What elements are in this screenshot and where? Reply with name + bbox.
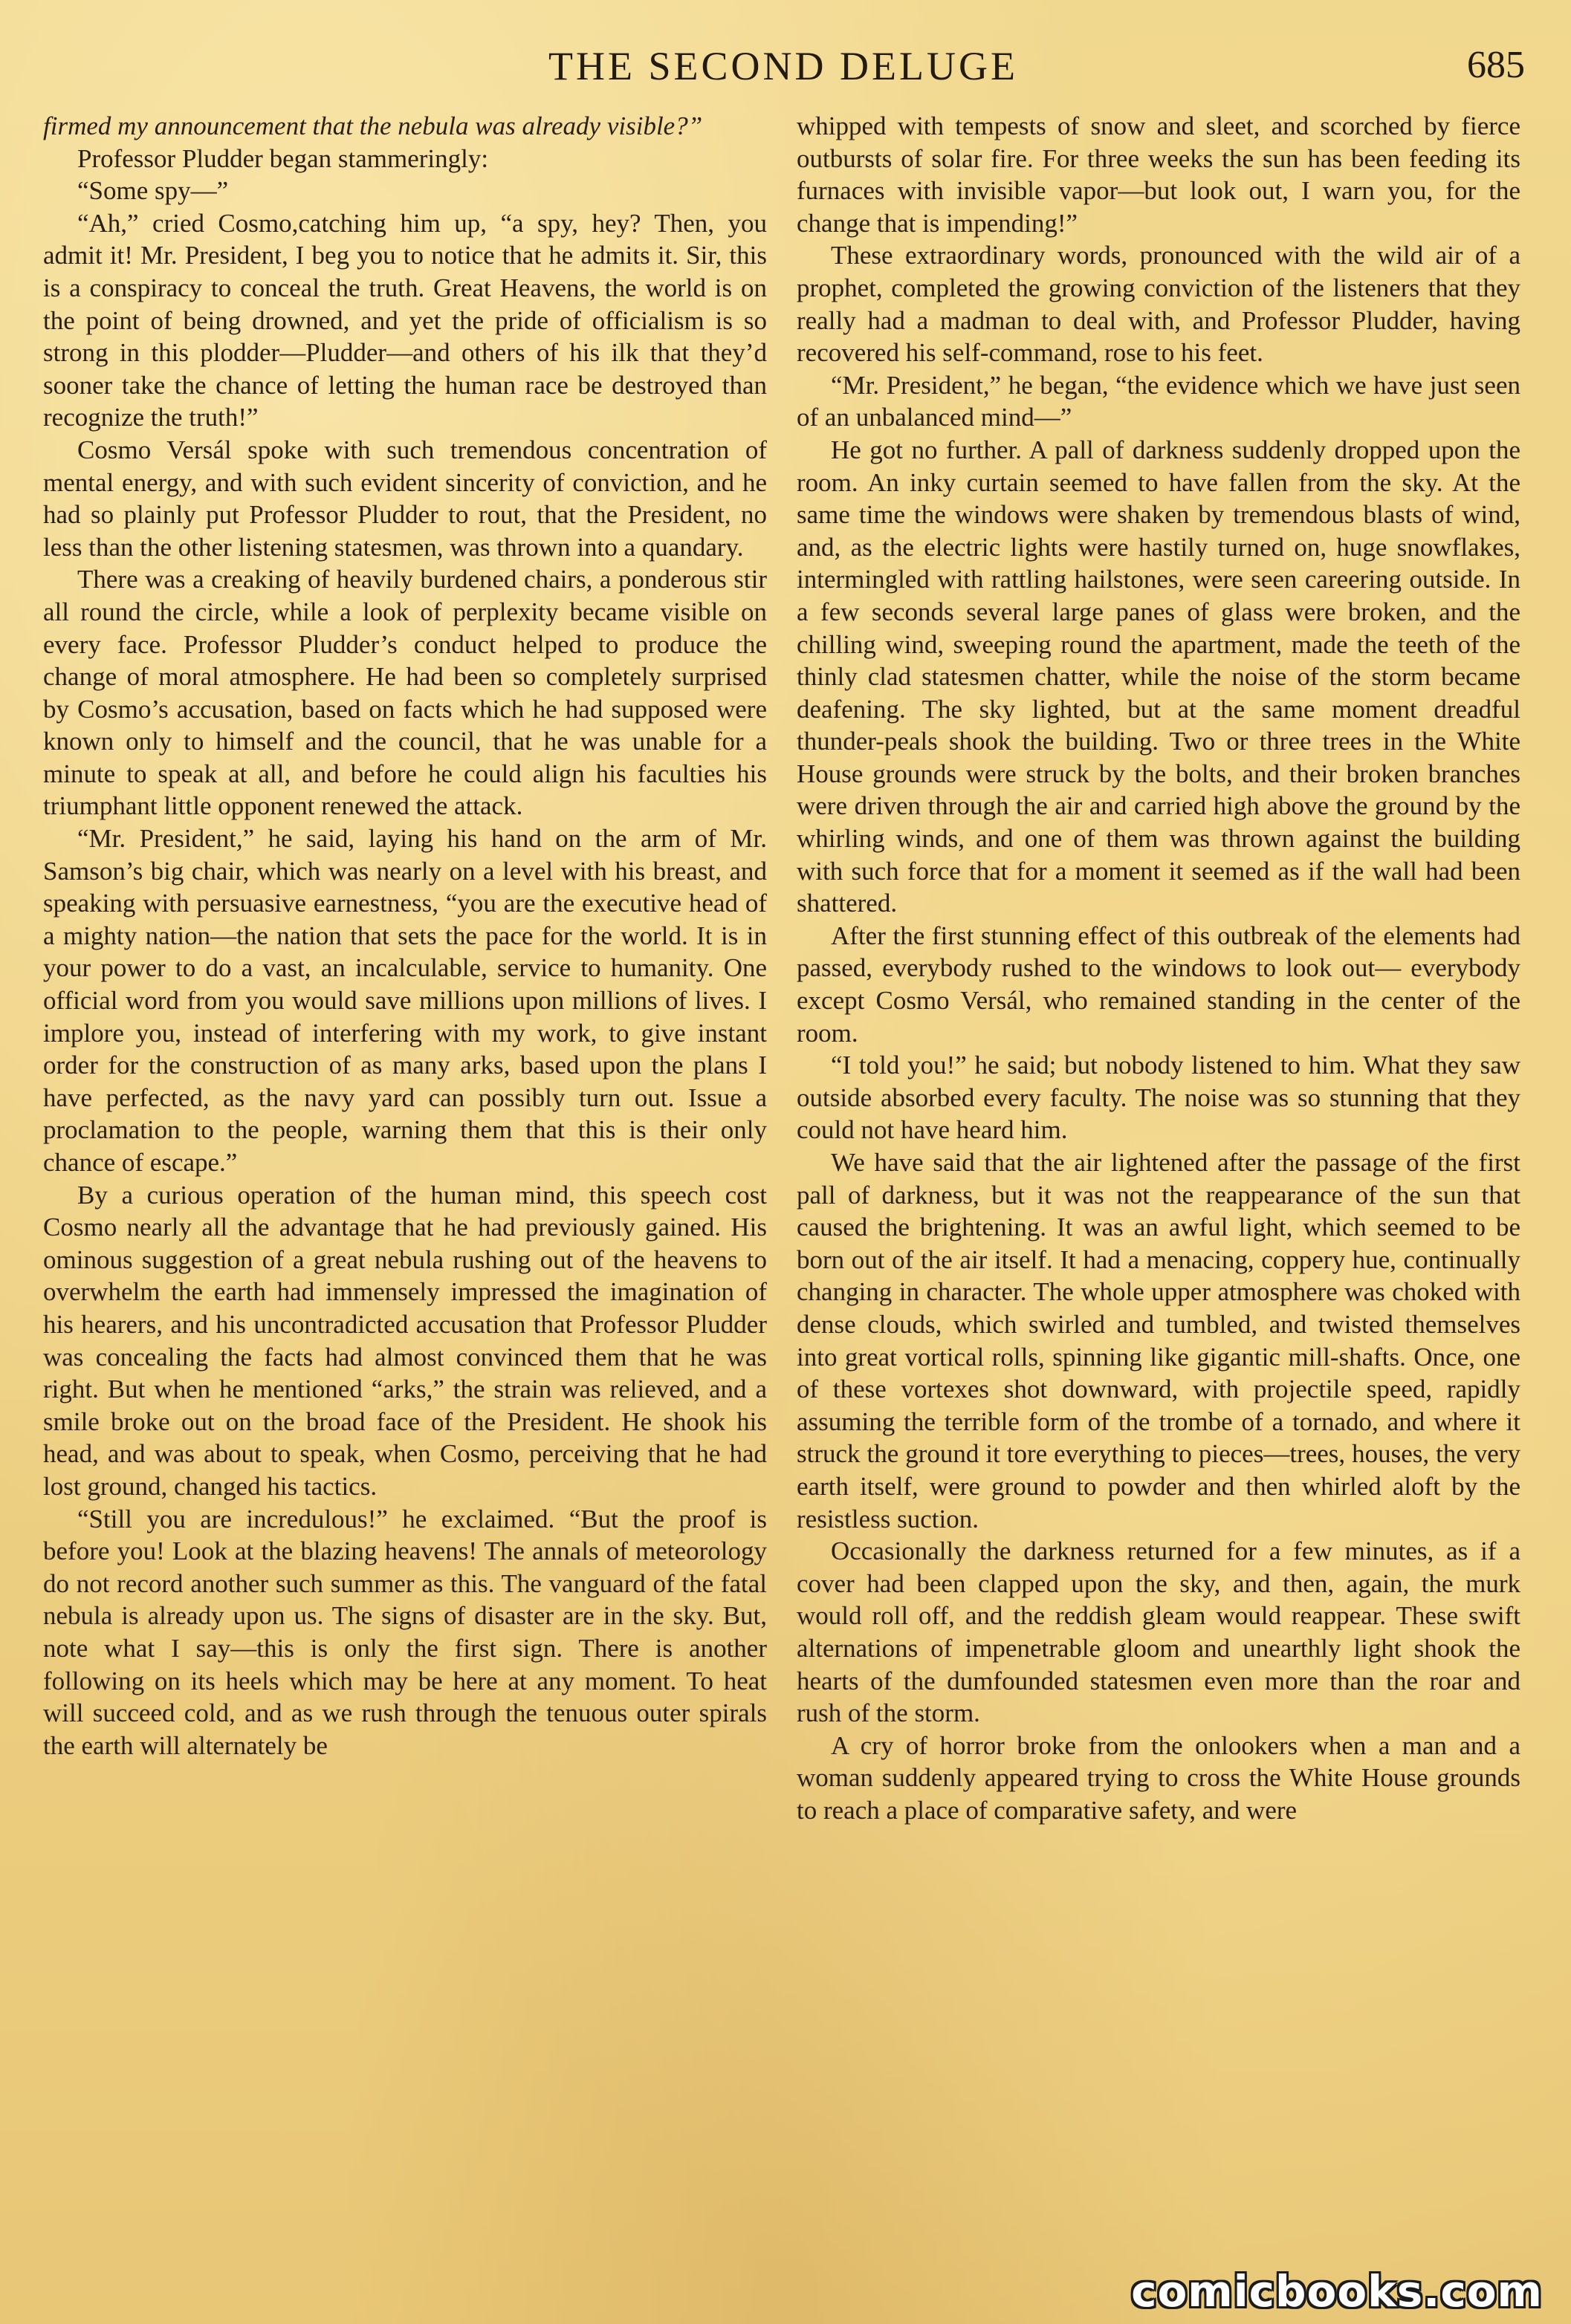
paragraph: These extraordinary words, pronounced with the wild air of a prophet, completed the growing conviction of the listeners that they really had a madman to deal with, and Professor Pludder, having recovered his self-command, rose to his feet. bbox=[797, 241, 1520, 368]
running-title: THE SECOND DELUGE bbox=[548, 44, 1018, 88]
right-text-column bbox=[797, 110, 1520, 2302]
paragraph: He got no further. A pall of darkness suddenly dropped upon the room. An inky curtain seemed to have fallen from the sky. At the same time the windows were shaken by tremendous blasts of wind, and, as the electric lights were hastily turned on, huge snowflakes, intermingled with rattling hailstones, were seen careering outside. In a few seconds several large panes of glass were broken, and the chilling wind, sweeping round the apartment, made the teeth of the thinly clad statesmen chatter, while the noise of the storm became deafening. The sky lighted, but at the same moment dreadful thunder-peals shook the building. Two or three trees in the White House grounds were struck by the bolts, and their broken branches were driven through the air and carried high above the ground by the whirling winds, and one of them was thrown against the building with such force that for a moment it seemed as if the wall had been shattered. bbox=[797, 435, 1520, 918]
page-number: 685 bbox=[1467, 44, 1525, 86]
paragraph: By a curious operation of the human mind, this speech cost Cosmo nearly all the advantage that he had previously gained. His ominous suggestion of a great nebula rushing out of the heavens to overwhelm the earth had immensely impressed the imagination of his hearers, and his uncontradicted accusation that Professor Pludder was concealing the facts had almost convinced them that he was right. But when he mentioned “arks,” the strain was relieved, and a smile broke out on the broad face of the President. He shook his head, and was about to speak, when Cosmo, perceiving that he had lost ground, changed his tactics. bbox=[43, 1180, 767, 1501]
paragraph: “Mr. President,” he said, laying his hand on the arm of Mr. Samson’s big chair, which was nearly on a level with his breast, and speaking with persuasive earnestness, “you are the executive head of a mighty nation—the nation that sets the pace for the world. It is in your power to do a vast, an incalculable, service to humanity. One official word from you would save millions upon millions of lives. I implore you, instead of interfering with my work, to give instant order for the construction of as many arks, based upon the plans I have perfected, as the navy yard can possibly turn out. Issue a proclamation to the people, warning them that this is their only chance of escape.” bbox=[43, 824, 767, 1177]
paragraph: “Mr. President,” he began, “the evidence which we have just seen of an unbalanced mind—” bbox=[797, 370, 1520, 432]
paragraph: “Some spy—” bbox=[77, 176, 229, 206]
paragraph: Occasionally the darkness returned for a few minutes, as if a cover had been clapped upon the sky, and then, again, the murk would roll off, and the reddish gleam would reappear. These swift alternations of impenetrable gloom and unearthly light shook the hearts of the dumfounded statesmen even more than the roar and rush of the storm. bbox=[797, 1536, 1520, 1728]
paragraph: Cosmo Versál spoke with such tremendous concentration of mental energy, and with such evident sincerity of conviction, and he had so plainly put Professor Pludder to rout, that the President, no less than the other listening statesmen, was thrown into a quandary. bbox=[43, 435, 767, 562]
paragraph: “I told you!” he said; but nobody listened to him. What they saw outside absorbed every faculty. The noise was so stunning that they could not have heard him. bbox=[797, 1051, 1520, 1145]
paragraph: There was a creaking of heavily burdened chairs, a ponderous stir all round the circle, while a look of perplexity became visible on every face. Professor Pludder’s conduct helped to produce the change of moral atmosphere. He had been so completely surprised by Cosmo’s accusation, based on facts which he had supposed were known only to himself and the council, that he was unable for a minute to speak at all, and before he could align his faculties his triumphant little opponent renewed the attack. bbox=[43, 565, 767, 821]
paragraph: firmed my announcement that the nebula was already visible?” bbox=[43, 111, 703, 140]
paragraph: A cry of horror broke from the onlookers when a man and a woman suddenly appeared trying to cross the White House grounds to reach a place of comparative safety, and were bbox=[797, 1730, 1520, 1825]
page-header bbox=[42, 43, 1525, 95]
watermark: comicbooks.com bbox=[1131, 2266, 1543, 2317]
paragraph: We have said that the air lightened after the passage of the first pall of darkness, but it was not the reappearance of the sun that caused the brightening. It was an awful light, which seemed to be born out of the air itself. It had a menacing, coppery hue, continually changing in character. The whole upper atmosphere was choked with dense clouds, which swirled and tumbled, and twisted themselves into great vortical rolls, spinning like gigantic mill-shafts. Once, one of these vortexes shot downward, with projectile speed, rapidly assuming the terrible form of the trombe of a tornado, and where it struck the ground it tore everything to pieces—trees, houses, the very earth itself, were ground to powder and then whirled aloft by the resistless suction. bbox=[797, 1148, 1520, 1533]
paragraph: Professor Pludder began stammeringly: bbox=[77, 143, 489, 173]
paragraph: “Ah,” cried Cosmo,catching him up, “a spy, hey? Then, you admit it! Mr. President, I beg you to notice that he admits it. Sir, this is a conspiracy to conceal the truth. Great Heavens, the world is on the point of being drowned, and yet the pride of officialism is so strong in this plodder—Pludder—and others of his ilk that they’d sooner take the chance of letting the human race be destroyed than recognize the truth!” bbox=[43, 208, 767, 432]
paragraph: After the first stunning effect of this outbreak of the elements had passed, everybody rushed to the windows to look out— everybody except Cosmo Versál, who remained standing in the center of the room. bbox=[797, 921, 1520, 1048]
left-text-column bbox=[43, 110, 767, 2302]
paragraph: whipped with tempests of snow and sleet, and scorched by fierce outbursts of solar fire. For three weeks the sun has been feeding its furnaces with invisible vapor—but look out, I warn you, for the change that is impending!” bbox=[797, 111, 1520, 238]
paragraph: “Still you are incredulous!” he exclaimed. “But the proof is before you! Look at the blazing heavens! The annals of meteorology do not record another such summer as this. The vanguard of the fatal nebula is already upon us. The signs of disaster are in the sky. But, note what I say—this is only the first sign. There is another following on its heels which may be here at any moment. To heat will succeed cold, and as we rush through the tenuous outer spirals the earth will alternately be bbox=[43, 1504, 767, 1760]
